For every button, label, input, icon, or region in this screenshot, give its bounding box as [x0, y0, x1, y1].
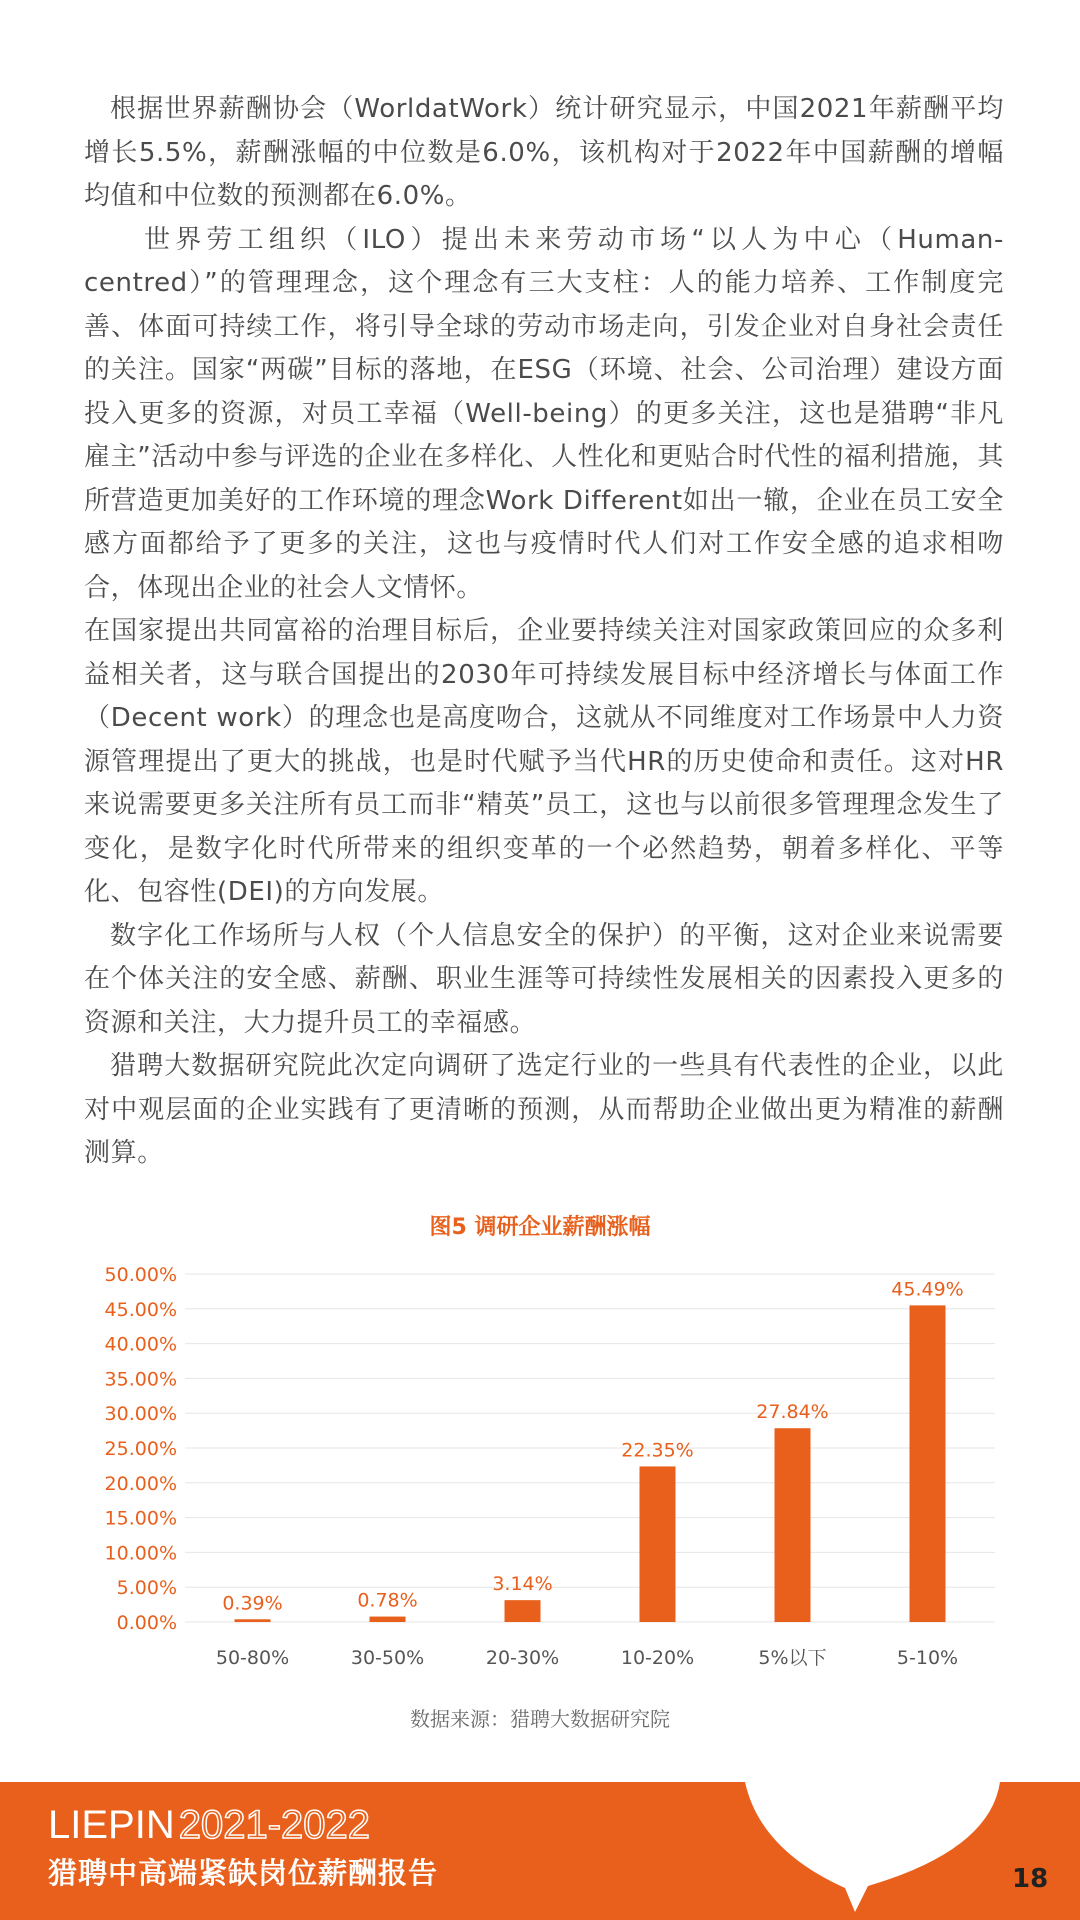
y-tick-label: 5.00% [116, 1577, 177, 1600]
bar [505, 1600, 541, 1622]
y-tick-label: 20.00% [104, 1472, 177, 1495]
data-label: 22.35% [621, 1439, 694, 1462]
data-label: 45.49% [891, 1278, 964, 1301]
y-tick-label: 50.00% [104, 1264, 177, 1286]
page-number: 18 [1012, 1864, 1049, 1894]
y-tick-label: 15.00% [104, 1507, 177, 1530]
bar [235, 1619, 271, 1622]
x-tick-label: 10-20% [620, 1647, 695, 1669]
brand-line [48, 1803, 370, 1848]
y-tick-label: 30.00% [104, 1403, 177, 1426]
bar [370, 1617, 406, 1622]
brand-years: 2021-2022 [178, 1803, 371, 1847]
paragraph-4: 数字化工作场所与人权（个人信息安全的保护）的平衡，这对企业来说需要在个体关注的安全感、薪酬、职业生涯等可持续性发展相关的因素投入更多的资源和关注，大力提升员工的幸福感。 [84, 920, 1004, 1038]
x-tick-label: 5-10% [896, 1647, 959, 1669]
report-title: 猎聘中高端紧缺岗位薪酬报告 [48, 1856, 439, 1890]
bar [640, 1466, 676, 1622]
x-tick-label: 50-80% [215, 1647, 290, 1669]
paragraph-2: 世界劳工组织（ILO）提出未来劳动市场“以人为中心（Human-centred）”的管理理念，这个理念有三大支柱：人的能力培养、工作制度完善、体面可持续工作，将引导全球的劳动市场走向，引发企业对自身社会责任的关注。国家“两碳”目标的落地，在ESG（环境、社会、公司治理）建设方面投入更多的资源，对员工幸福（Well-being）的更多关注，这也是猎聘“非凡雇主”活动中参与评选的企业在多样化、人性化和更贴合时代性的福利措施，其所营造更加美好的工作环境的理念Work Different如出一辙，企业在员工安全感方面都给予了更多的关注，这也与疫情时代人们对工作安全感的追求相吻合，体现出企业的社会人文情怀。 [84, 224, 1004, 603]
x-tick-label: 20-30% [485, 1647, 560, 1669]
y-tick-label: 25.00% [104, 1438, 177, 1460]
bar [775, 1428, 811, 1622]
y-tick-label: 10.00% [104, 1542, 177, 1565]
x-tick-label: 30-50% [350, 1647, 425, 1669]
paragraph-5: 猎聘大数据研究院此次定向调研了选定行业的一些具有代表性的企业，以此对中观层面的企业实践有了更清晰的预测，从而帮助企业做出更为精准的薪酬测算。 [84, 1051, 1004, 1168]
brand-logo-text: LIEPIN [48, 1803, 175, 1847]
y-tick-label: 40.00% [104, 1333, 177, 1356]
data-source: 数据来源：猎聘大数据研究院 [410, 1707, 670, 1731]
bar [910, 1305, 946, 1622]
chart-title: 图5 调研企业薪酬涨幅 [429, 1215, 651, 1240]
data-label: 0.78% [357, 1589, 418, 1612]
body-text [84, 88, 1004, 1176]
paragraph-3: 在国家提出共同富裕的治理目标后，企业要持续关注对国家政策回应的众多利益相关者，这与联合国提出的2030年可持续发展目标中经济增长与体面工作（Decent work）的理念也是高度吻合，这就从不同维度对工作场景中人力资源管理提出了更大的挑战，也是时代赋予当代HR的历史使命和责任。这对HR来说需要更多关注所有员工而非“精英”员工，这也与以前很多管理理念发生了变化，是数字化时代所带来的组织变革的一个必然趋势，朝着多样化、平等化、包容性(DEI)的方向发展。 [84, 616, 1004, 907]
data-label: 0.39% [222, 1592, 283, 1615]
salary-increase-chart [0, 1250, 1080, 1680]
data-label: 27.84% [756, 1401, 829, 1424]
paragraph-1: 根据世界薪酬协会（WorldatWork）统计研究显示，中国2021年薪酬平均增长5.5%，薪酬涨幅的中位数是6.0%，该机构对于2022年中国薪酬的增幅均值和中位数的预测都在6.0%。 [84, 94, 1004, 211]
y-tick-label: 0.00% [116, 1612, 177, 1634]
y-tick-label: 35.00% [104, 1368, 177, 1391]
data-label: 3.14% [492, 1573, 553, 1596]
x-tick-label: 5%以下 [758, 1647, 827, 1669]
y-tick-label: 45.00% [104, 1298, 177, 1321]
